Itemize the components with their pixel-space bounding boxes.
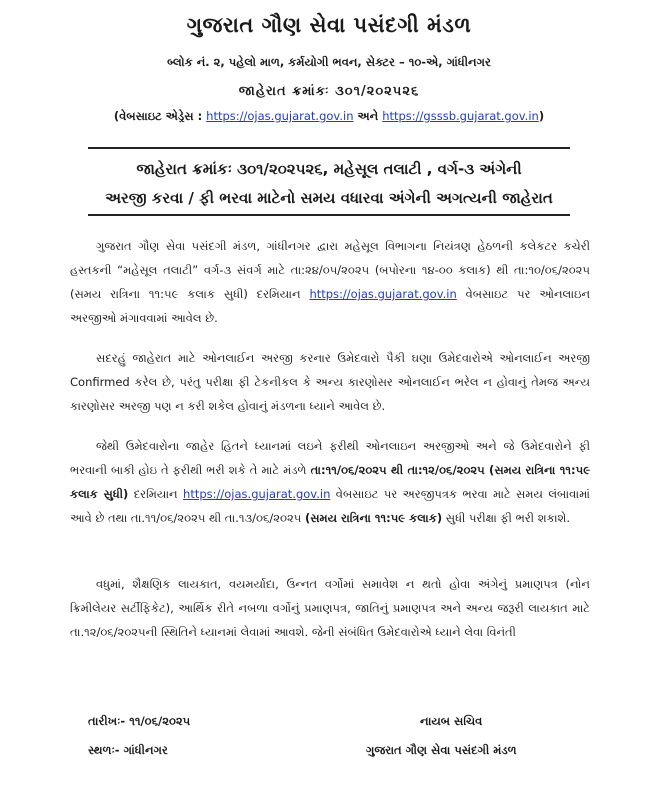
subject-line-1: જાહેરાત ક્રમાંકઃ ૩૦૧/૨૦૨૫૨૬, મહેસૂલ તલાટી , વર્ગ-૩ અંગેની bbox=[136, 160, 522, 178]
para3-part4: સુધી પરીક્ષા ફી ભરી શકાશે. bbox=[442, 511, 571, 525]
para1-after: વેબસાઇટ પર ઓનલાઇન અરજીઓ મંગાવવામાં આવેલ છે. bbox=[70, 287, 591, 325]
para3-part2: દરમિયાન bbox=[128, 487, 184, 501]
subject-bottom-rule bbox=[88, 214, 570, 216]
website-line bbox=[0, 109, 658, 124]
org-title: ગુજરાત ગૌણ સેવા પસંદગી મંડળ bbox=[186, 13, 472, 37]
paragraph-3 bbox=[70, 434, 590, 530]
website-mid: અને bbox=[353, 109, 383, 123]
para3-ojas-link[interactable]: https://ojas.gujarat.gov.in bbox=[183, 487, 331, 501]
para1-ojas-link[interactable]: https://ojas.gujarat.gov.in bbox=[309, 287, 457, 301]
ojas-link[interactable]: https://ojas.gujarat.gov.in bbox=[206, 109, 354, 123]
subject-line-2: અરજી કરવા / ફી ભરવા માટેનો સમય વધારવા અંગેની અગત્યની જાહેરાત bbox=[105, 189, 553, 207]
website-suffix: ) bbox=[538, 109, 545, 123]
para3-part3: વેબસાઇટ પર અરજીપત્રક ભરવા માટે સમય લંબાવામાં આવે છે તથા તા.૧૧/૦૬/૨૦૨૫ થી તા.૧૩/૦૬/૨૦૨૫ bbox=[70, 487, 591, 525]
signatory-organisation: ગુજરાત ગૌણ સેવા પસંદગી મંડળ bbox=[366, 743, 517, 757]
para3-part1: જેથી ઉમેદવારોના જાહેર હિતને ધ્યાનમાં લઇને ફરીથી ઓનલાઇન અરજીઓ અને જે ઉમેદવારોને ફી ભરવાની બાકી હોઇ તે ફરીથી ભરી શકે તે માટે મંડળે bbox=[70, 439, 590, 477]
para1-text: ગુજરાત ગૌણ સેવા પસંદગી મંડળ, ગાંધીનગર દ્વારા મહેસૂલ વિભાગના નિયંત્રણ હેઠળની કલેકટર કચેરી હસ્તકની “મહેસૂલ તલાટી” વર્ગ-૩ સંવર્ગ માટે તા:૨૪/૦૫/૨૦૨૫ (બપોરના ૧૪-૦૦ કલાક) થી તા:૧૦/૦૬/૨૦૨૫ (સમય રાત્રિના ૧૧:૫૯ કલાક સુધી) દરમિયાન bbox=[70, 239, 590, 301]
para3-bold-time: (સમય રાત્રિના ૧૧:૫૯ કલાક) bbox=[304, 511, 443, 525]
paragraph-4 bbox=[70, 572, 590, 644]
advertisement-number: જાહેરાત ક્રમાંકઃ ૩૦૧/૨૦૨૫૨૬ bbox=[238, 84, 420, 99]
para4-text: વધુમાં, શૈક્ષણિક લાયકાત, વયમર્યાદા, ઉન્નત વર્ગોમાં સમાવેશ ન થતો હોવા અંગેનું પ્રમાણપત્ર (નોન ક્રિમીલેયર સર્ટીફિકેટ), આર્થિક રીતે નબળા વર્ગોનું પ્રમાણપત્ર, જાતિનું પ્રમાણપત્ર અને અન્ય જરૂરી લાયકાત માટે તા.૧૨/૦૬/૨૦૨૫ની સ્થિતિને ધ્યાનમાં લેવામાં આવશે. જેની સંબંધિત ઉમેદવારોએ ધ્યાને લેવા વિનંતી bbox=[70, 577, 590, 639]
office-address: બ્લોક નં. ૨, પહેલો માળ, કર્મયોગી ભવન, સેક્ટર – ૧૦-એ, ગાંધીનગર bbox=[167, 55, 491, 69]
paragraph-2 bbox=[70, 346, 590, 418]
paragraph-1 bbox=[70, 234, 590, 330]
signatory-designation: નાયબ સચિવ bbox=[420, 714, 483, 728]
gsssb-link[interactable]: https://gsssb.gujarat.gov.in bbox=[382, 109, 539, 123]
subject-top-rule bbox=[88, 147, 570, 149]
para3-bold-dates: તા:૧૧/૦૬/૨૦૨૫ થી તા:૧૨/૦૬/૨૦૨૫ (સમય રાત્રિના ૧૧:૫૯ કલાક સુધી) bbox=[70, 463, 590, 501]
website-prefix: (વેબસાઇટ એડ્રેસ : bbox=[113, 109, 207, 123]
subject-heading bbox=[20, 155, 638, 213]
notice-date: તારીખઃ- ૧૧/૦૬/૨૦૨૫ bbox=[88, 714, 191, 728]
para2-text: સદરહું જાહેરાત માટે ઓનલાઈન અરજી કરનાર ઉમેદવારો પૈકી ઘણા ઉમેદવારોએ ઓનલાઈન અરજી Confirmed કરેલ છે, પરંતુ પરીક્ષા ફી ટેકનીકલ કે અન્ય કારણોસર ઓનલાઈન ભરેલ ન હોવાનું તેમજ અન્ય કારણોસર અરજી પણ ન કરી શકેલ હોવાનું મંડળના ધ્યાને આવેલ છે. bbox=[70, 351, 590, 413]
notice-place: સ્થળઃ- ગાંધીનગર bbox=[88, 743, 168, 757]
